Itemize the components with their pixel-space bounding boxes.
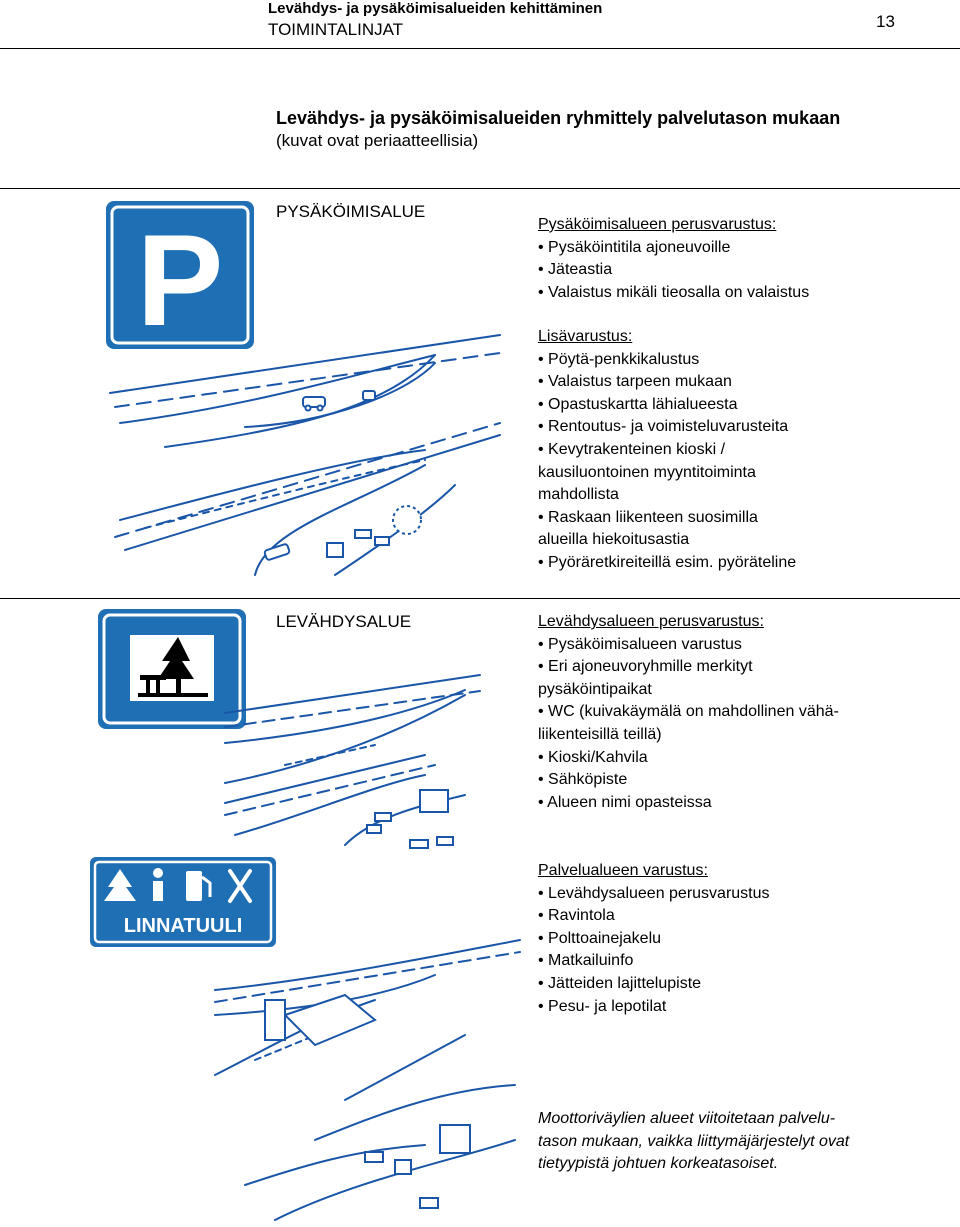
list-item: • Sähköpiste [538,771,628,789]
note-line: tietyypistä johtuen korkeatasoiset. [538,1155,779,1173]
service-heading: Palvelualueen varustus: [538,862,708,879]
header-rule [0,48,960,49]
service-sign-icon [90,857,276,947]
list-item: • Kevytrakenteinen kioski / [538,440,726,458]
list-item: • Pyöräretkireiteillä esim. pyöräteline [538,553,797,571]
page-subtitle: (kuvat ovat periaatteellisia) [276,131,479,150]
list-item: • Raskaan liikenteen suosimilla [538,508,758,526]
rest-basic-heading: Levähdysalueen perusvarustus: [538,613,764,630]
page-number: 13 [876,12,895,31]
rest-basic-block [538,611,839,814]
rest-area-sign-icon [98,609,246,729]
rest-section-label: LEVÄHDYSALUE [276,612,412,631]
list-item: • Opastuskartta lähialueesta [538,395,738,413]
parking-basic-block [538,214,809,304]
section-rule-2 [0,598,960,599]
parking-extra-block [538,326,796,575]
list-item: • Matkailuinfo [538,952,634,970]
service-block [538,860,770,1018]
list-item: • Pysäköintitila ajoneuvoille [538,238,731,256]
list-item: • Pöytä-penkkikalustus [538,350,700,368]
list-item: • Jätteiden lajittelupiste [538,974,702,992]
info-icon [153,868,163,901]
list-item: liikenteisillä teillä) [538,725,662,743]
list-item: • Valaistus mikäli tieosalla on valaistus [538,283,810,301]
list-item: • Valaistus tarpeen mukaan [538,373,732,391]
list-item: • WC (kuivakäymälä on mahdollinen vähä- [538,703,839,721]
list-item: • Jäteastia [538,261,613,279]
list-item: alueilla hiekoitusastia [538,531,690,549]
running-header-title: Levähdys- ja pysäköimisalueiden kehittäminen [268,0,603,17]
list-item: • Alueen nimi opasteissa [538,793,712,811]
section-rule-1 [0,188,960,189]
list-item: kausiluontoinen myyntitoiminta [538,463,756,481]
list-item: • Polttoainejakelu [538,929,662,947]
list-item: • Ravintola [538,907,615,925]
parking-section-label: PYSÄKÖIMISALUE [276,202,426,221]
parking-basic-heading: Pysäköimisalueen perusvarustus: [538,216,777,233]
service-sign-name: LINNATUULI [123,915,243,937]
list-item: • Pysäköimisalueen varustus [538,635,742,653]
page-title: Levähdys- ja pysäköimisalueiden ryhmittely palvelutason mukaan [276,108,841,128]
rest-area-sketch [225,665,485,850]
service-note [538,1108,849,1176]
list-item: mahdollista [538,486,619,504]
note-line: Moottoriväylien alueet viitoitetaan palvelu- [538,1110,836,1127]
list-item: • Pesu- ja lepotilat [538,997,667,1015]
list-item: • Eri ajoneuvoryhmille merkityt [538,658,753,676]
list-item: • Rentoutus- ja voimisteluvarusteita [538,418,789,436]
list-item: • Levähdysalueen perusvarustus [538,884,770,902]
note-line: tason mukaan, vaikka liittymäjärjestelyt ovat [538,1132,850,1150]
running-header-subtitle: TOIMINTALINJAT [268,20,404,39]
parking-extra-heading: Lisävarustus: [538,328,633,345]
service-area-sketch [215,940,525,1220]
parking-area-sketch [105,315,505,580]
parking-sign-letter: P [136,207,224,353]
list-item: • Kioski/Kahvila [538,748,648,766]
list-item: pysäköintipaikat [538,680,652,698]
